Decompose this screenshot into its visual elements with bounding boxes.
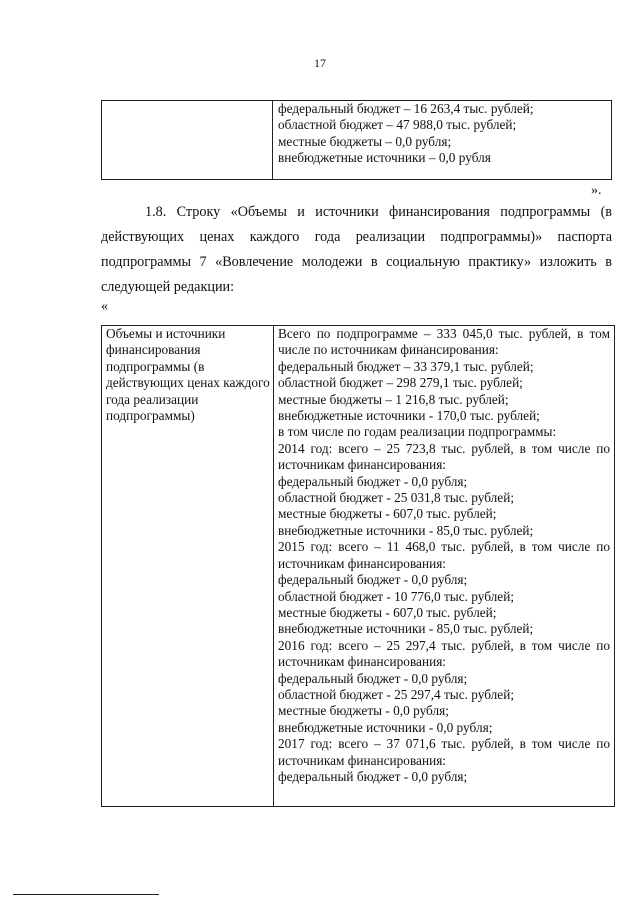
table-left-cell (102, 101, 273, 180)
funding-line: 2016 год: всего – 25 297,4 тыс. рублей, в том числе по источникам финансирования: (278, 637, 610, 670)
funding-line: внебюджетные источники - 170,0 тыс. рублей; (278, 408, 540, 424)
funding-line: областной бюджет – 298 279,1 тыс. рублей; (278, 375, 523, 391)
funding-table (101, 325, 615, 807)
funding-line: 2014 год: всего – 25 723,8 тыс. рублей, в том числе по источникам финансирования: (278, 440, 610, 473)
funding-line: Всего по подпрограмме – 333 045,0 тыс. рублей, в том числе по источникам финансирования: (278, 326, 610, 358)
funding-line: внебюджетные источники - 85,0 тыс. рублей; (278, 621, 534, 637)
funding-line: местные бюджеты – 1 216,8 тыс. рублей; (278, 391, 509, 407)
table-right-cell (273, 101, 612, 180)
funding-line: федеральный бюджет - 0,0 рубля; (278, 473, 468, 489)
footnote-separator (13, 894, 159, 895)
opening-quote-mark: « (101, 299, 108, 314)
page-number: 17 (314, 56, 326, 70)
closing-quote-mark: ». (591, 183, 602, 198)
funding-line: федеральный бюджет - 0,0 рубля; (278, 572, 468, 588)
funding-line: внебюджетные источники - 0,0 рубля; (278, 719, 493, 735)
funding-line: федеральный бюджет - 0,0 рубля; (278, 768, 468, 784)
funding-line: в том числе по годам реализации подпрограммы: (278, 424, 557, 440)
funding-line-federal: федеральный бюджет – 16 263,4 тыс. рублей; (278, 101, 534, 116)
funding-line: внебюджетные источники - 85,0 тыс. рублей; (278, 522, 534, 538)
amendment-paragraph: 1.8. Строку «Объемы и источники финансирования подпрограммы (в действующих ценах каждого года реализации подпрограммы)» паспорта подпрограммы 7 «Вовлечение молодежи в социальную практику» изложить в следующей редакции: (101, 204, 612, 295)
funding-line-extrabudgetary: внебюджетные источники – 0,0 рубля (278, 150, 491, 166)
funding-line: местные бюджеты - 607,0 тыс. рублей; (278, 604, 497, 620)
funding-line-regional: областной бюджет – 47 988,0 тыс. рублей; (278, 117, 517, 133)
funding-line-local: местные бюджеты – 0,0 рубля; (278, 133, 452, 149)
funding-line: 2015 год: всего – 11 468,0 тыс. рублей, в том числе по источникам финансирования: (278, 539, 610, 571)
funding-line: областной бюджет - 25 031,8 тыс. рублей; (278, 490, 515, 506)
funding-line: областной бюджет - 10 776,0 тыс. рублей; (278, 588, 515, 604)
table-row (102, 326, 615, 807)
table-row (102, 101, 612, 180)
funding-line: областной бюджет - 25 297,4 тыс. рублей; (278, 686, 515, 702)
funding-line: федеральный бюджет – 33 379,1 тыс. рублей; (278, 358, 534, 374)
funding-line: федеральный бюджет - 0,0 рубля; (278, 670, 468, 686)
table-right-cell (274, 326, 615, 807)
funding-line: местные бюджеты - 0,0 рубля; (278, 703, 449, 719)
funding-line: местные бюджеты - 607,0 тыс. рублей; (278, 506, 497, 522)
funding-line: 2017 год: всего – 37 071,6 тыс. рублей, в том числе по источникам финансирования: (278, 736, 610, 768)
table-left-cell: Объемы и источники финансирования подпрограммы (в действующих ценах каждого года реализации подпрограммы) (102, 326, 274, 807)
funding-table-continuation (101, 100, 612, 180)
